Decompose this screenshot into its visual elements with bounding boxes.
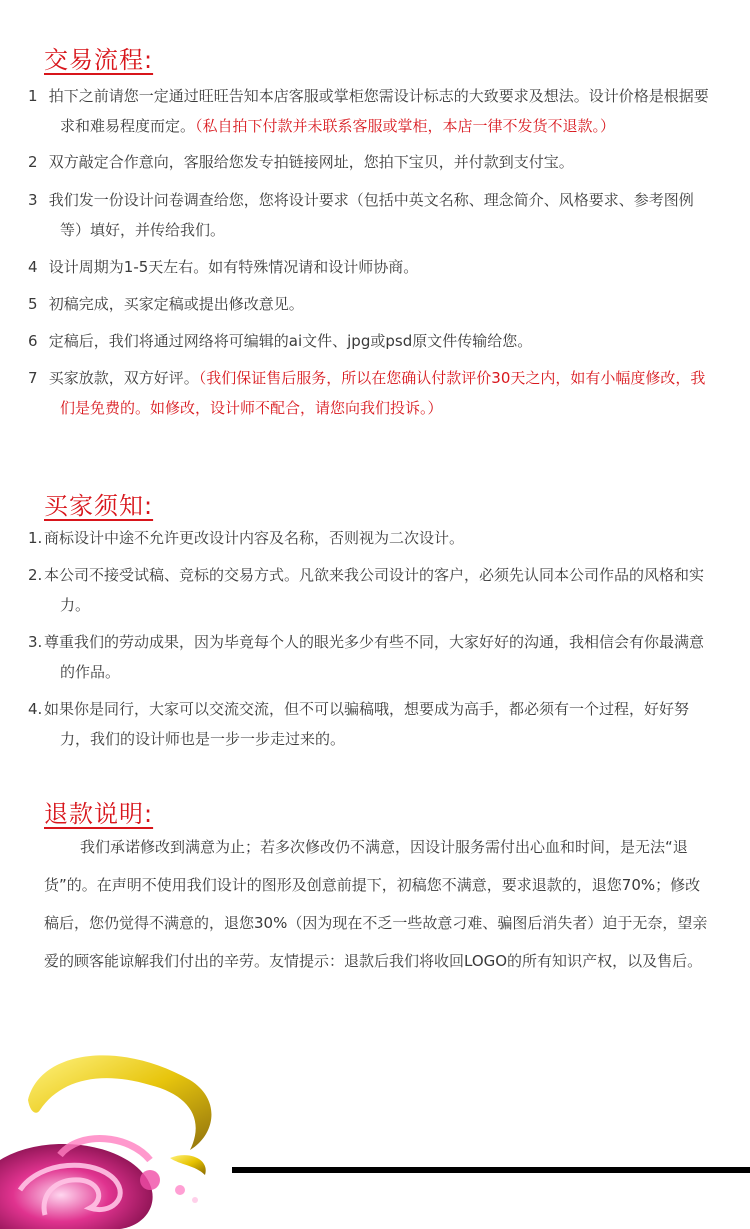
process-step-1: 1 拍下之前请您一定通过旺旺告知本店客服或掌柜您需设计标志的大致要求及想法。设计价格是根据要求和难易程度而定。（私自拍下付款并未联系客服或掌柜，本店一律不发货不退款。） — [28, 87, 709, 135]
step-note: （私自拍下付款并未联系客服或掌柜，本店一律不发货不退款。） — [195, 117, 616, 135]
step-text: 双方敲定合作意向，客服给您发专拍链接网址，您拍下宝贝，并付款到支付宝。 — [48, 153, 574, 171]
process-step-7: 7 买家放款，双方好评。（我们保证售后服务，所以在您确认付款评价30天之内，如有小幅度修改，我们是免费的。如修改，设计师不配合，请您向我们投诉。） — [28, 369, 706, 417]
notice-text: 尊重我们的劳动成果，因为毕竟每个人的眼光多少有些不同，大家好好的沟通，我相信会有你最满意的作品。 — [44, 633, 705, 681]
process-title: 交易流程: — [44, 46, 154, 74]
step-text: 我们发一份设计问卷调查给您，您将设计要求（包括中英文名称、理念简介、风格要求、参考图例等）填好，并传给我们。 — [48, 191, 694, 239]
notice-text: 商标设计中途不允许更改设计内容及名称，否则视为二次设计。 — [44, 529, 465, 547]
notice-text: 本公司不接受试稿、竞标的交易方式。凡欲来我公司设计的客户，必须先认同本公司作品的风格和实力。 — [44, 566, 705, 614]
step-note: （我们保证售后服务，所以在您确认付款评价30天之内，如有小幅度修改，我们是免费的。如修改，设计师不配合，请您向我们投诉。） — [60, 369, 706, 417]
notice-item-1: 1. 商标设计中途不允许更改设计内容及名称，否则视为二次设计。 — [28, 529, 465, 547]
step-text: 定稿后，我们将通过网络将可编辑的ai文件、jpg或psd原文件传输给您。 — [48, 332, 533, 350]
notice-item-4: 4. 如果你是同行，大家可以交流交流，但不可以骗稿哦，想要成为高手，都必须有一个过程，好好努力，我们的设计师也是一步一步走过来的。 — [28, 700, 690, 748]
notice-title: 买家须知: — [44, 492, 154, 520]
horizontal-rule — [232, 1167, 750, 1173]
swirl-ornament-icon — [0, 1040, 230, 1229]
process-list — [28, 81, 712, 423]
process-step-5: 5 初稿完成，买家定稿或提出修改意见。 — [28, 295, 304, 313]
process-step-3: 3 我们发一份设计问卷调查给您，您将设计要求（包括中英文名称、理念简介、风格要求、参考图例等）填好，并传给我们。 — [28, 191, 694, 239]
notice-list — [28, 523, 712, 754]
notice-item-3: 3. 尊重我们的劳动成果，因为毕竟每个人的眼光多少有些不同，大家好好的沟通，我相信会有你最满意的作品。 — [28, 633, 705, 681]
step-text: 买家放款，双方好评。 — [48, 369, 199, 387]
refund-title: 退款说明: — [44, 800, 154, 828]
process-step-2: 2 双方敲定合作意向，客服给您发专拍链接网址，您拍下宝贝，并付款到支付宝。 — [28, 153, 574, 171]
process-step-6: 6 定稿后，我们将通过网络将可编辑的ai文件、jpg或psd原文件传输给您。 — [28, 332, 533, 350]
step-text: 拍下之前请您一定通过旺旺告知本店客服或掌柜您需设计标志的大致要求及想法。设计价格是根据要求和难易程度而定。 — [48, 87, 709, 135]
step-text: 初稿完成，买家定稿或提出修改意见。 — [48, 295, 304, 313]
step-text: 设计周期为1-5天左右。如有特殊情况请和设计师协商。 — [48, 258, 419, 276]
process-step-4: 4 设计周期为1-5天左右。如有特殊情况请和设计师协商。 — [28, 258, 419, 276]
refund-paragraph: 我们承诺修改到满意为止；若多次修改仍不满意，因设计服务需付出心血和时间，是无法“退货”的。在声明不使用我们设计的图形及创意前提下，初稿您不满意，要求退款的，退您70%；修改稿后，您仍觉得不满意的，退您30%（因为现在不乏一些故意刁难、骗图后消失者）迫于无奈，望亲爱的顾客能谅解我们付出的辛劳。友情提示：退款后我们将收回LOGO的所有知识产权，以及售后。 — [44, 838, 708, 970]
notice-text: 如果你是同行，大家可以交流交流，但不可以骗稿哦，想要成为高手，都必须有一个过程，好好努力，我们的设计师也是一步一步走过来的。 — [44, 700, 690, 748]
notice-item-2: 2. 本公司不接受试稿、竞标的交易方式。凡欲来我公司设计的客户，必须先认同本公司作品的风格和实力。 — [28, 566, 705, 614]
